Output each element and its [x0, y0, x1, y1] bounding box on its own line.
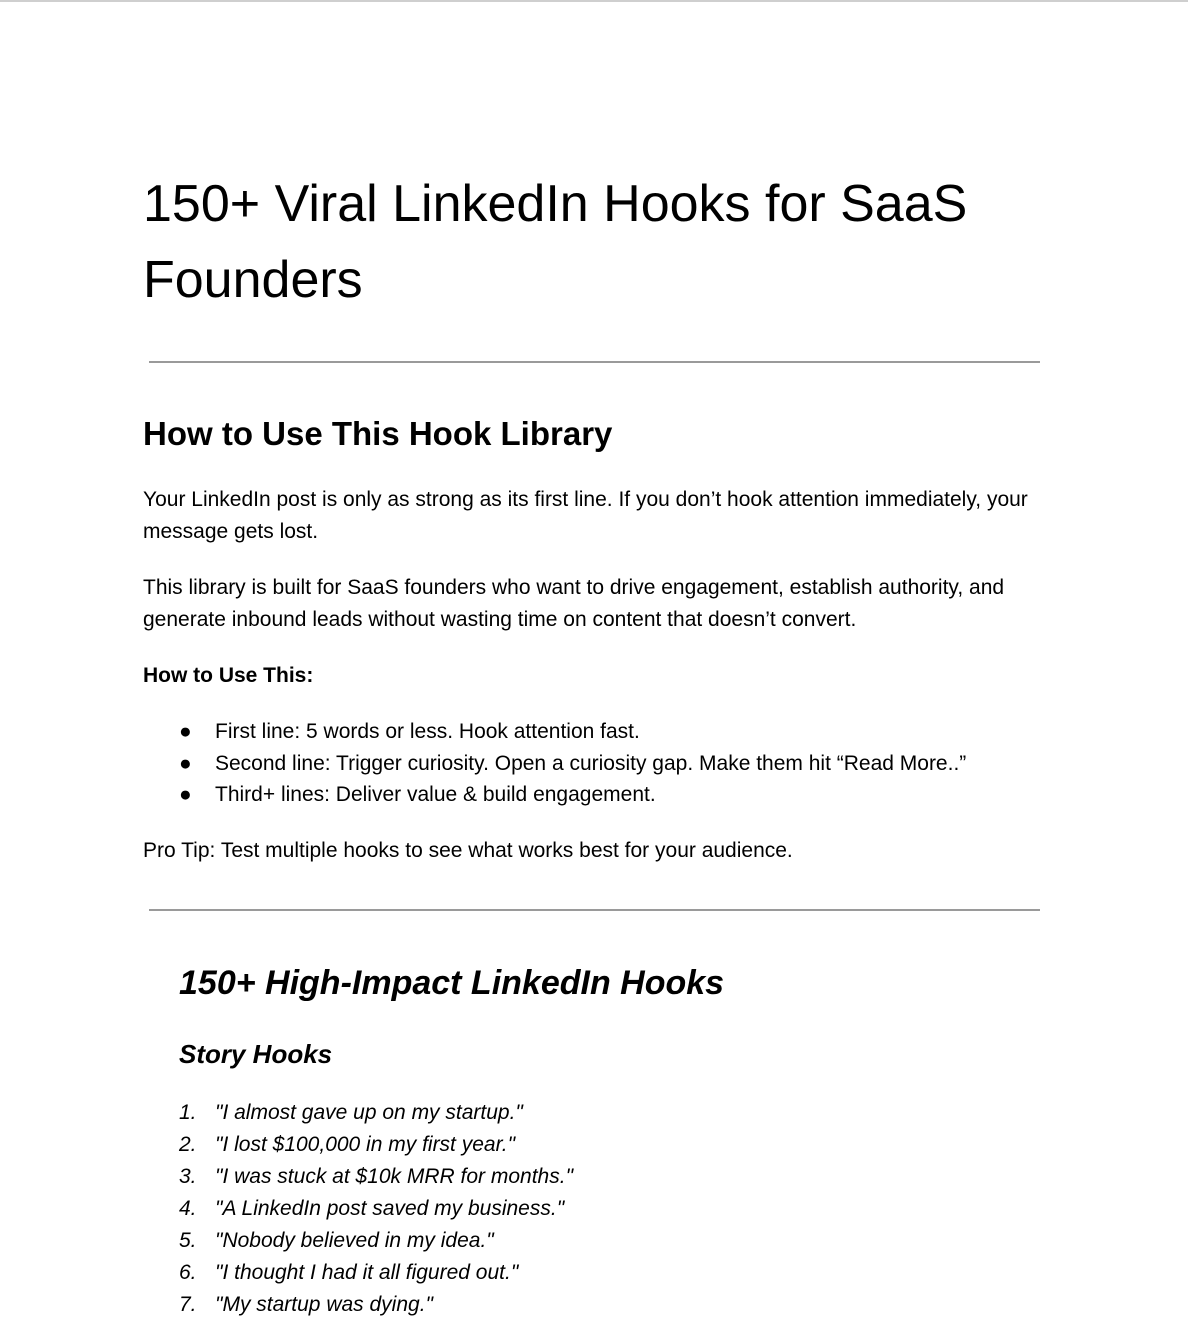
hook-text: "A LinkedIn post saved my business.": [215, 1197, 565, 1220]
bullet-text: Second line: Trigger curiosity. Open a curiosity gap. Make them hit “Read More..”: [215, 751, 967, 775]
intro-paragraph-1: Your LinkedIn post is only as strong as its first line. If you don’t hook attention immediately, your message gets lost.: [143, 488, 1028, 543]
pro-tip-paragraph: Pro Tip: Test multiple hooks to see what works best for your audience.: [143, 839, 793, 862]
story-hooks-list: [179, 1097, 573, 1321]
list-number: 5.: [179, 1229, 197, 1252]
bullet-icon: ●: [179, 751, 192, 775]
list-number: 1.: [179, 1101, 197, 1124]
list-number: 7.: [179, 1293, 197, 1316]
hook-text: "I thought I had it all figured out.": [215, 1261, 519, 1284]
horizontal-rule: [149, 909, 1040, 911]
bullet-icon: ●: [179, 720, 192, 743]
page-top-border: [0, 0, 1188, 2]
hook-text: "I was stuck at $10k MRR for months.": [215, 1165, 574, 1188]
hook-text: "Nobody believed in my idea.": [215, 1229, 494, 1252]
document-title: 150+ Viral LinkedIn Hooks for SaaS Founders: [143, 175, 968, 309]
list-item: [179, 1129, 573, 1161]
how-to-bullet-list: [143, 716, 966, 811]
list-item: [179, 1097, 573, 1129]
list-item: [143, 748, 966, 780]
bullet-text: Third+ lines: Deliver value & build engagement.: [215, 783, 656, 806]
subheading-story-hooks: Story Hooks: [179, 1039, 333, 1069]
bullet-text: First line: 5 words or less. Hook attention fast.: [215, 720, 640, 743]
how-to-label: How to Use This:: [143, 664, 314, 687]
bullet-icon: ●: [179, 783, 192, 806]
section-heading-hooks: 150+ High-Impact LinkedIn Hooks: [179, 964, 725, 1002]
hook-text: "I almost gave up on my startup.": [215, 1101, 523, 1124]
list-item: [179, 1161, 573, 1193]
list-item: [179, 1289, 573, 1321]
hook-text: "I lost $100,000 in my first year.": [215, 1133, 516, 1156]
hook-text: "My startup was dying.": [215, 1293, 433, 1316]
section-heading-how-to-use: How to Use This Hook Library: [143, 415, 613, 452]
list-item: [143, 779, 966, 811]
list-item: [179, 1257, 573, 1289]
list-item: [179, 1193, 573, 1225]
intro-paragraph-2: This library is built for SaaS founders who want to drive engagement, establish authority, and generate inbound leads without wasting time on content that doesn’t convert.: [143, 576, 1005, 631]
list-item: [179, 1225, 573, 1257]
list-number: 6.: [179, 1261, 197, 1284]
list-number: 3.: [179, 1165, 197, 1188]
horizontal-rule: [149, 361, 1040, 363]
list-number: 4.: [179, 1197, 197, 1220]
list-number: 2.: [179, 1133, 197, 1156]
list-item: [143, 716, 966, 748]
